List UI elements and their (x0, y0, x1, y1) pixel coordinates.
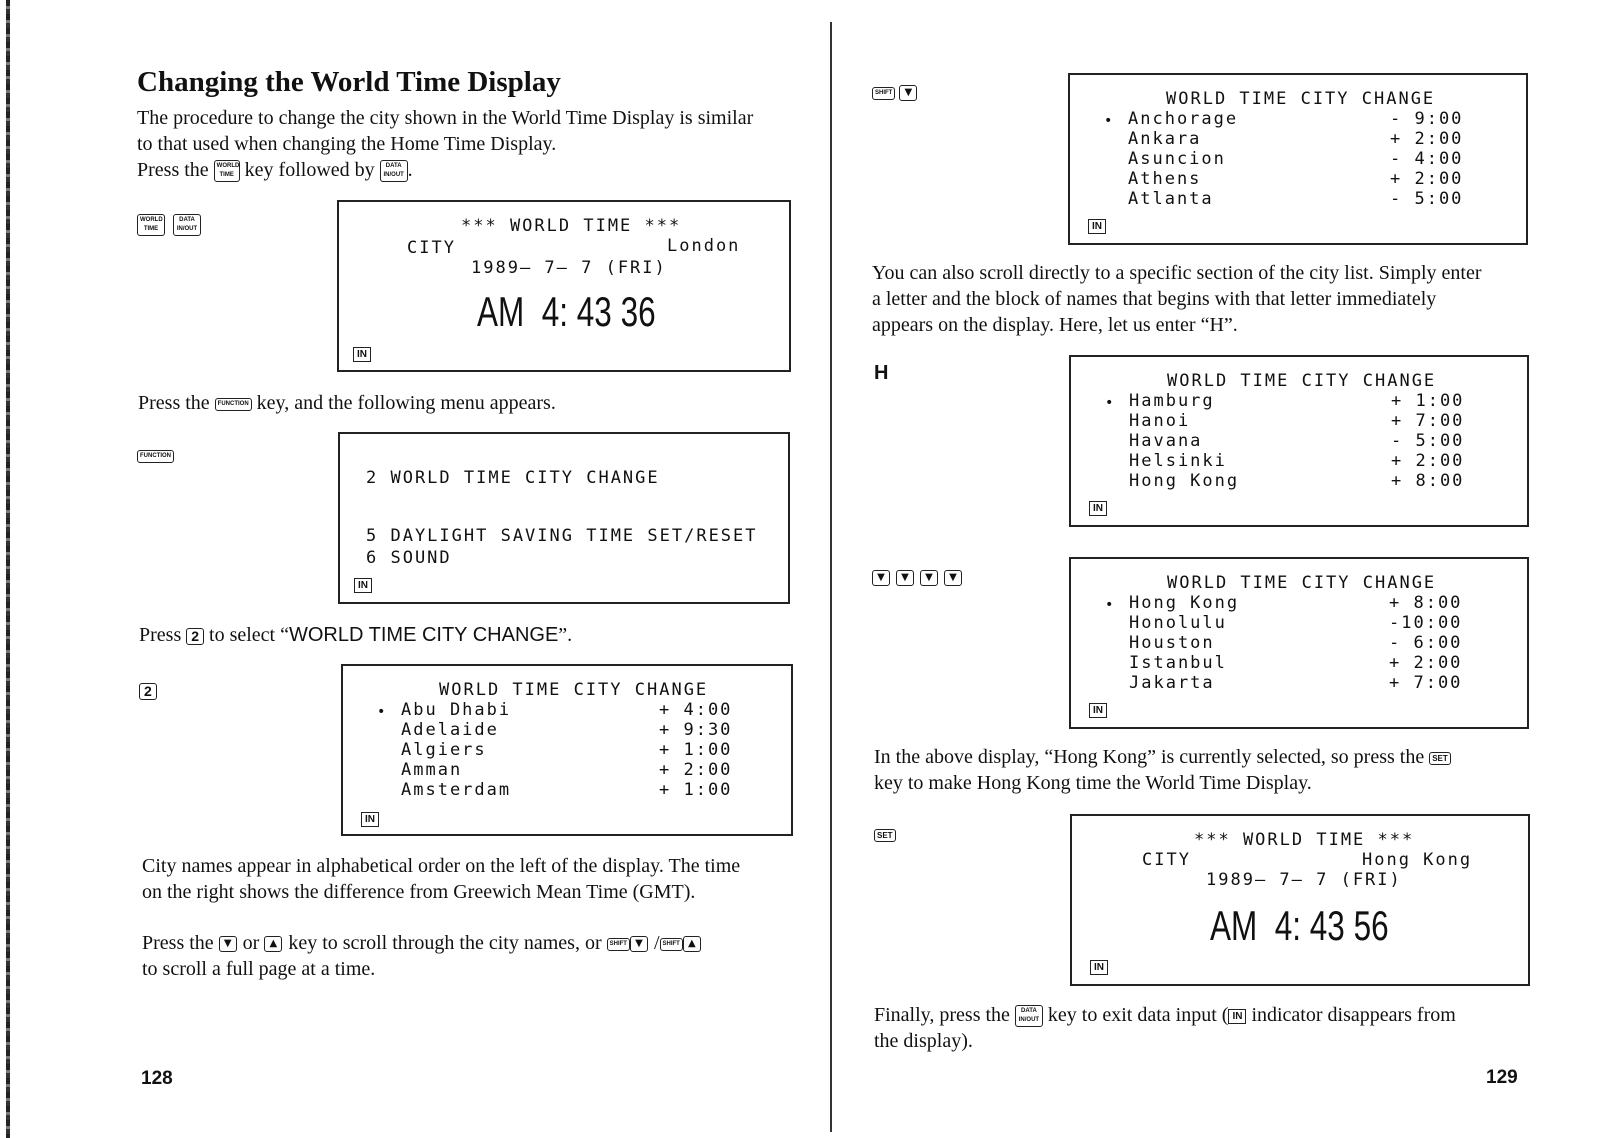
lcd-header: WORLD TIME CITY CHANGE (1167, 371, 1437, 391)
final-mid: key to exit data input ( (1047, 1004, 1229, 1026)
up-arrow-key[interactable]: ▲ (264, 936, 282, 952)
step-keys-function (137, 447, 178, 465)
hong-kong-line-2: key to make Hong Kong time the World Time Display. (874, 772, 1312, 794)
page-title: Changing the World Time Display (137, 66, 561, 98)
in-indicator: IN (1088, 219, 1106, 234)
city-offset: + 2:00 (659, 760, 733, 780)
lcd-world-time-hong-kong (1070, 814, 1530, 986)
menu-item-6: 6 SOUND (366, 548, 452, 568)
data-inout-key[interactable]: DATA IN/OUT (1015, 1005, 1043, 1027)
lcd-city-label: CITY (1142, 850, 1191, 870)
down-arrow-key[interactable]: ▼ (899, 85, 917, 101)
down-arrow-key[interactable]: ▼ (920, 570, 938, 586)
intro-paragraph (137, 105, 797, 183)
selection-bullet: • (377, 704, 388, 720)
step-keys-world-time (137, 214, 205, 236)
press-2-menu-name: WORLD TIME CITY CHANGE (289, 624, 559, 646)
city-offset: -10:00 (1389, 613, 1463, 633)
page-number-right: 129 (1486, 1067, 1518, 1088)
lcd-city-list-d (1069, 557, 1529, 729)
alphabetical-paragraph (142, 853, 822, 905)
scroll-paragraph (142, 930, 832, 982)
key-2[interactable]: 2 (139, 683, 157, 700)
final-line-2: the display). (874, 1030, 973, 1052)
scroll-slash: / (653, 932, 660, 954)
down-arrow-key[interactable]: ▼ (944, 570, 962, 586)
intro-end-text: . (407, 159, 413, 181)
city-offset: + 2:00 (1390, 169, 1464, 189)
lcd-header: WORLD TIME CITY CHANGE (439, 680, 709, 700)
lcd-function-menu (338, 432, 790, 604)
city-name: Hanoi (1129, 411, 1191, 431)
intro-line-3 (137, 157, 797, 183)
hong-kong-line-1 (874, 744, 1574, 770)
scroll-press-text: Press the (142, 932, 214, 954)
city-offset: - 4:00 (1390, 149, 1464, 169)
in-indicator: IN (1089, 703, 1107, 718)
city-offset: + 8:00 (1391, 471, 1465, 491)
in-indicator: IN (1090, 960, 1108, 975)
step-keys-2 (139, 682, 157, 700)
scroll-or-text: or (242, 932, 260, 954)
city-name: Hamburg (1129, 391, 1215, 411)
direct-scroll-paragraph (872, 260, 1572, 338)
city-name: Havana (1129, 431, 1203, 451)
city-offset: + 1:00 (659, 780, 733, 800)
lcd-city-list-c (1069, 355, 1529, 527)
scroll-key-text: key to scroll through the city names, or (288, 932, 602, 954)
world-time-key[interactable]: WORLD TIME (214, 160, 240, 182)
final-before: Finally, press the (874, 1004, 1010, 1026)
city-name: Anchorage (1128, 109, 1239, 129)
intro-press-text: Press the (137, 159, 209, 181)
up-arrow-key[interactable]: ▲ (683, 936, 701, 952)
city-offset: - 5:00 (1390, 189, 1464, 209)
lcd-city-list-a (341, 664, 793, 836)
lcd-city-value: Hong Kong (1362, 850, 1473, 870)
press-2-paragraph (139, 622, 572, 648)
in-indicator: IN (354, 578, 372, 593)
city-offset: + 2:00 (1389, 653, 1463, 673)
city-offset: - 9:00 (1390, 109, 1464, 129)
alphabetical-line-1: City names appear in alphabetical order on the left of the display. The time (142, 855, 741, 877)
down-arrow-key[interactable]: ▼ (872, 570, 890, 586)
step-keys-shift-down (872, 84, 923, 102)
in-indicator: IN (1089, 501, 1107, 516)
down-arrow-key[interactable]: ▼ (896, 570, 914, 586)
selection-bullet: • (1105, 395, 1116, 411)
menu-item-5: 5 DAYLIGHT SAVING TIME SET/RESET (366, 526, 758, 546)
shift-key[interactable]: SHIFT (607, 938, 630, 951)
city-name: Amman (401, 760, 463, 780)
press-function-after: key, and the following menu appears. (256, 392, 556, 414)
city-offset: + 7:00 (1389, 673, 1463, 693)
city-offset: + 1:00 (1391, 391, 1465, 411)
alphabetical-line-2: on the right shows the difference from Greewich Mean Time (GMT). (142, 881, 696, 903)
city-name: Houston (1129, 633, 1215, 653)
data-inout-key[interactable]: DATA IN/OUT (380, 160, 408, 182)
down-arrow-key[interactable]: ▼ (630, 936, 648, 952)
city-name: Amsterdam (401, 780, 512, 800)
press-2-after-c: ”. (558, 624, 573, 646)
city-name: Ankara (1128, 129, 1202, 149)
city-offset: + 4:00 (659, 700, 733, 720)
lcd-date: 1989— 7— 7 (FRI) (1206, 870, 1402, 890)
city-offset: + 2:00 (1390, 129, 1464, 149)
scroll-line-1 (142, 930, 832, 956)
lcd-time: AM 4: 43 36 (477, 288, 656, 335)
city-name: Honolulu (1129, 613, 1227, 633)
hong-kong-paragraph (874, 744, 1574, 796)
intro-line-1: The procedure to change the city shown in the World Time Display is similar (137, 107, 754, 129)
city-name: Abu Dhabi (401, 700, 512, 720)
hong-kong-line-1-text: In the above display, “Hong Kong” is currently selected, so press the (874, 746, 1425, 768)
in-indicator: IN (361, 812, 379, 827)
in-indicator: IN (353, 347, 371, 362)
direct-scroll-line-2: a letter and the block of names that begins with that letter immediately (872, 288, 1437, 310)
press-2-after-a: to select “ (209, 624, 289, 646)
shift-key[interactable]: SHIFT (872, 87, 895, 100)
city-name: Hong Kong (1129, 593, 1240, 613)
city-name: Hong Kong (1129, 471, 1240, 491)
letter-h-key[interactable]: H (874, 362, 889, 384)
city-name: Helsinki (1129, 451, 1227, 471)
lcd-header: *** WORLD TIME *** (1194, 830, 1415, 850)
lcd-header: WORLD TIME CITY CHANGE (1167, 573, 1437, 593)
selection-bullet: • (1104, 113, 1115, 129)
set-key[interactable]: SET (874, 829, 896, 842)
down-arrow-key[interactable]: ▼ (219, 936, 237, 952)
menu-item-2: 2 WORLD TIME CITY CHANGE (366, 468, 660, 488)
selection-bullet: • (1105, 597, 1116, 613)
lcd-time: AM 4: 43 56 (1210, 902, 1389, 949)
city-offset: - 5:00 (1391, 431, 1465, 451)
scroll-line-2: to scroll a full page at a time. (142, 958, 376, 980)
lcd-header: WORLD TIME CITY CHANGE (1166, 89, 1436, 109)
city-name: Atlanta (1128, 189, 1214, 209)
press-2-before: Press (139, 624, 182, 646)
page-number-left: 128 (141, 1068, 173, 1089)
in-indicator: IN (1228, 1009, 1246, 1024)
lcd-city-list-b (1068, 73, 1528, 245)
city-offset: + 9:30 (659, 720, 733, 740)
intro-followed-text: key followed by (244, 159, 375, 181)
set-key[interactable]: SET (1429, 752, 1451, 765)
city-offset: + 1:00 (659, 740, 733, 760)
lcd-city-label: CITY (407, 238, 456, 258)
lcd-city-value: London (667, 236, 741, 256)
press-function-before: Press the (138, 392, 210, 414)
city-name: Adelaide (401, 720, 499, 740)
step-keys-down-x4 (872, 569, 968, 587)
step-keys-set (874, 826, 900, 844)
city-offset: + 8:00 (1389, 593, 1463, 613)
key-2[interactable]: 2 (186, 628, 204, 645)
final-line-1 (874, 1002, 1584, 1028)
city-name: Jakarta (1129, 673, 1215, 693)
final-after: indicator disappears from (1251, 1004, 1456, 1026)
direct-scroll-line-1: You can also scroll directly to a specific section of the city list. Simply enter (872, 262, 1482, 284)
data-inout-key[interactable]: DATA IN/OUT (173, 214, 201, 236)
world-time-key[interactable]: WORLD TIME (137, 214, 165, 236)
shift-key[interactable]: SHIFT (660, 938, 683, 951)
lcd-header: *** WORLD TIME *** (461, 216, 682, 236)
city-name: Athens (1128, 169, 1202, 189)
city-offset: + 2:00 (1391, 451, 1465, 471)
city-name: Istanbul (1129, 653, 1227, 673)
city-name: Asuncion (1128, 149, 1226, 169)
press-function-paragraph (138, 390, 556, 416)
city-offset: + 7:00 (1391, 411, 1465, 431)
lcd-date: 1989— 7— 7 (FRI) (471, 258, 667, 278)
city-name: Algiers (401, 740, 487, 760)
function-key[interactable]: FUNCTION (215, 398, 252, 411)
right-page (836, 0, 1600, 1138)
function-key[interactable]: FUNCTION (137, 450, 174, 463)
lcd-world-time-london (337, 200, 791, 372)
final-paragraph (874, 1002, 1584, 1054)
city-offset: - 6:00 (1389, 633, 1463, 653)
intro-line-2: to that used when changing the Home Time Display. (137, 133, 557, 155)
direct-scroll-line-3: appears on the display. Here, let us enter “H”. (872, 314, 1238, 336)
